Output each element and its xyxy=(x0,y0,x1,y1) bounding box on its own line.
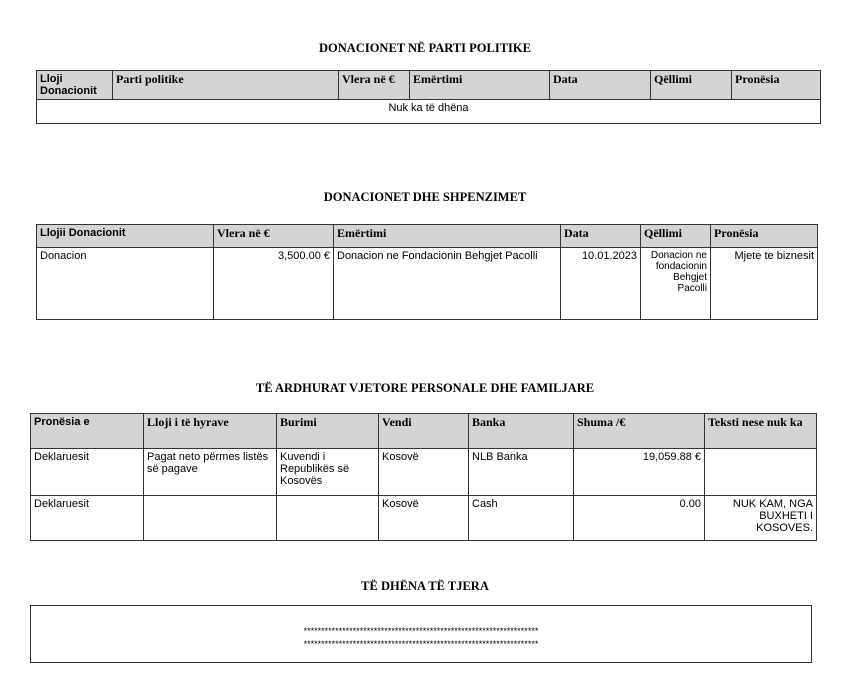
cell-ownership: Deklaruesit xyxy=(31,496,144,541)
donations-expenses-table xyxy=(36,224,818,320)
annual-income-table xyxy=(30,413,817,541)
other-data-box xyxy=(30,605,812,663)
cell-value: 3,500.00 € xyxy=(214,248,334,320)
cell-purpose: Donacion ne fondacionin Behgjet Pacolli xyxy=(641,248,711,320)
cell-source: Kuvendi i Republikës së Kosovës xyxy=(277,449,379,496)
cell-date: 10.01.2023 xyxy=(561,248,641,320)
col-header-note: Teksti nese nuk ka xyxy=(705,414,817,449)
cell-note xyxy=(705,449,817,496)
col-header-amount: Shuma /€ xyxy=(574,414,705,449)
col-header-purpose: Qëllimi xyxy=(641,225,711,248)
col-header-donation-type: Lloji Donacionit xyxy=(37,71,113,100)
cell-amount: 0.00 xyxy=(574,496,705,541)
cell-amount: 19,059.88 € xyxy=(574,449,705,496)
other-data-line: ******************************************************************* xyxy=(303,639,539,649)
party-donations-table xyxy=(36,70,821,124)
cell-donation-type: Donacion xyxy=(37,248,214,320)
donations-expenses-title: DONACIONET DHE SHPENZIMET xyxy=(323,190,527,204)
col-header-country: Vendi xyxy=(379,414,469,449)
col-header-date: Data xyxy=(561,225,641,248)
col-header-name: Emërtimi xyxy=(334,225,561,248)
cell-source xyxy=(277,496,379,541)
cell-income-type: Pagat neto përmes listës së pagave xyxy=(144,449,277,496)
col-header-income-type: Lloji i të hyrave xyxy=(144,414,277,449)
table-row xyxy=(31,449,817,496)
col-header-purpose: Qëllimi xyxy=(651,71,732,100)
col-header-date: Data xyxy=(550,71,651,100)
table-row xyxy=(37,248,818,320)
col-header-ownership: Pronësia e xyxy=(31,414,144,449)
col-header-value: Vlera në € xyxy=(339,71,410,100)
col-header-donation-type: Llojii Donacionit xyxy=(37,225,214,248)
cell-ownership: Mjete te biznesit xyxy=(711,248,818,320)
cell-country: Kosovë xyxy=(379,496,469,541)
cell-ownership: Deklaruesit xyxy=(31,449,144,496)
col-header-ownership: Pronësia xyxy=(711,225,818,248)
other-data-title: TË DHËNA TË TJERA xyxy=(361,579,489,593)
col-header-bank: Banka xyxy=(469,414,574,449)
annual-income-title: TË ARDHURAT VJETORE PERSONALE DHE FAMILJARE xyxy=(255,381,595,395)
cell-name: Donacion ne Fondacionin Behgjet Pacolli xyxy=(334,248,561,320)
cell-income-type xyxy=(144,496,277,541)
table-row xyxy=(31,496,817,541)
cell-note: NUK KAM, NGA BUXHETI I KOSOVES. xyxy=(705,496,817,541)
col-header-ownership: Pronësia xyxy=(732,71,821,100)
empty-state-text: Nuk ka të dhëna xyxy=(37,100,821,124)
col-header-name: Emërtimi xyxy=(410,71,550,100)
col-header-value: Vlera në € xyxy=(214,225,334,248)
other-data-line: ******************************************************************* xyxy=(303,626,539,636)
col-header-source: Burimi xyxy=(277,414,379,449)
col-header-political-party: Parti politike xyxy=(113,71,339,100)
party-donations-title: DONACIONET NË PARTI POLITIKE xyxy=(319,41,531,55)
cell-country: Kosovë xyxy=(379,449,469,496)
cell-bank: NLB Banka xyxy=(469,449,574,496)
cell-bank: Cash xyxy=(469,496,574,541)
